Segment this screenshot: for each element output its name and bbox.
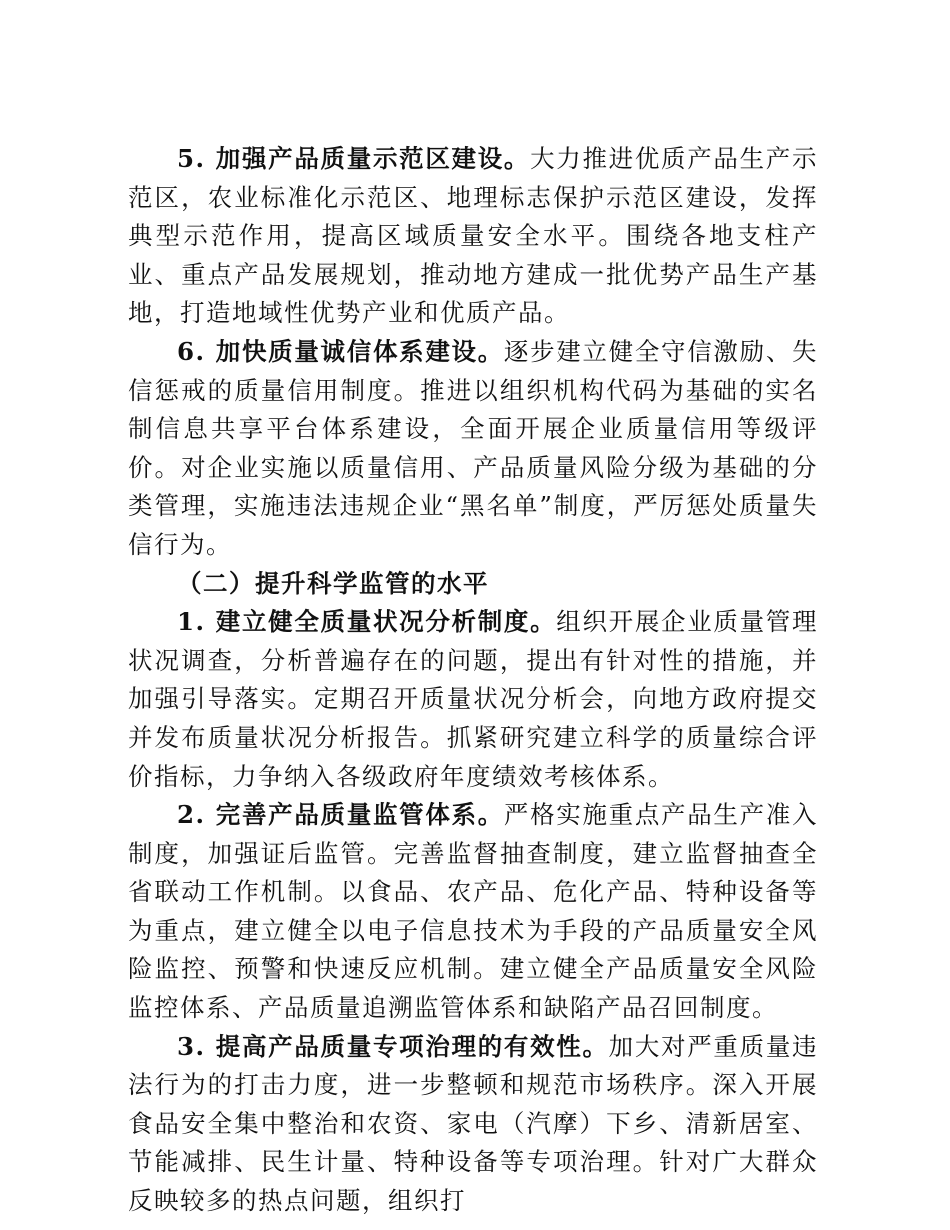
paragraph-5-demonstration-zones [128,140,818,333]
paragraph-body: 大力推进优质产品生产示范区，农业标准化示范区、地理标志保护示范区建设，发挥典型示范作用，提高区域质量安全水平。围绕各地支柱产业、重点产品发展规划，推动地方建成一批优势产品生产基地，打造地域性优势产业和优质产品。 [128,144,819,328]
paragraph-lead: 6. 加快质量诚信体系建设。 [177,336,504,366]
paragraph-body: 加大对严重质量违法行为的打击力度，进一步整顿和规范市场秩序。深入开展食品安全集中整治和农资、家电（汽摩）下乡、清新居室、节能减排、民生计量、特种设备等专项治理。针对广大群众反映较多的热点问题，组织打 [128,1031,819,1216]
paragraph-lead: 1. 建立健全质量状况分析制度。 [177,607,557,637]
paragraph-body: 严格实施重点产品生产准入制度，加强证后监管。完善监督抽查制度，建立监督抽查全省联动工作机制。以食品、农产品、危化产品、特种设备等为重点，建立健全以电子信息技术为手段的产品质量安全风险监控、预警和快速反应机制。建立健全产品质量安全风险监控体系、产品质量追溯监管体系和缺陷产品召回制度。 [128,800,819,1023]
paragraph-6-quality-integrity [128,333,818,565]
paragraph-body: 逐步建立健全守信激励、失信惩戒的质量信用制度。推进以组织机构代码为基础的实名制信息共享平台体系建设，全面开展企业质量信用等级评价。对企业实施以质量信用、产品质量风险分级为基础的分类管理，实施违法违规企业“黑名单”制度，严厉惩处质量失信行为。 [128,336,819,559]
paragraph-1-quality-analysis [128,603,818,796]
document-page [128,140,818,1221]
section-heading: （二）提升科学监管的水平 [177,568,489,598]
paragraph-lead: 3. 提高产品质量专项治理的有效性。 [177,1031,609,1061]
paragraph-body: 组织开展企业质量管理状况调查，分析普遍存在的问题，提出有针对性的措施，并加强引导落实。定期召开质量状况分析会，向地方政府提交并发布质量状况分析报告。抓紧研究建立科学的质量综合评价指标，力争纳入各级政府年度绩效考核体系。 [128,607,818,791]
paragraph-3-special-governance [128,1028,818,1221]
paragraph-lead: 2. 完善产品质量监管体系。 [177,800,504,830]
paragraph-lead: 5. 加强产品质量示范区建设。 [177,144,531,173]
paragraph-2-supervision-system [128,796,818,1028]
